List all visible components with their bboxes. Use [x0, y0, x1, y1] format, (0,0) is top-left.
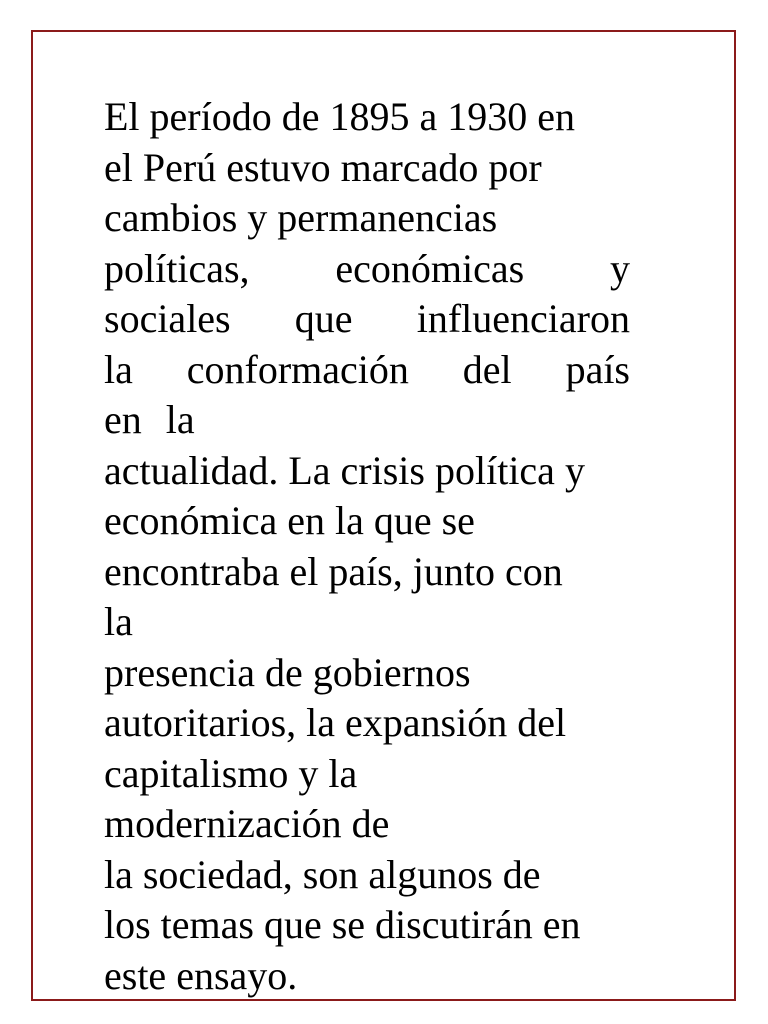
word: y	[610, 245, 630, 291]
word: conformación	[186, 346, 409, 392]
text-line: el Perú estuvo marcado por	[104, 144, 542, 190]
word: país	[565, 346, 630, 392]
text-line	[104, 294, 630, 345]
text-line: capitalismo y la	[104, 750, 358, 796]
text-line: los temas que se discutirán en	[104, 902, 581, 947]
text-line	[104, 244, 630, 295]
word: económicas	[335, 245, 525, 291]
word: influenciaron	[416, 296, 630, 341]
text-line: la	[104, 599, 133, 644]
text-line: presencia de gobiernos	[104, 649, 471, 695]
word: políticas,	[104, 245, 250, 291]
text-line: económica en la que se	[104, 498, 475, 543]
text-line: en la	[104, 397, 195, 442]
body-paragraph	[104, 92, 664, 1001]
text-line: cambios y permanencias	[104, 195, 498, 240]
text-line: encontraba el país, junto con	[104, 548, 563, 594]
text-line: actualidad. La crisis política y	[104, 447, 585, 493]
text-line: El período de 1895 a 1930 en	[104, 94, 575, 139]
word: del	[462, 346, 512, 392]
text-line: la sociedad, son algunos de	[104, 851, 541, 897]
text-line: modernización de	[104, 801, 390, 846]
word: que	[294, 296, 353, 341]
word: la	[104, 346, 133, 392]
text-line: autoritarios, la expansión del	[104, 700, 567, 745]
text-line	[104, 345, 630, 396]
text-line: este ensayo.	[104, 952, 298, 998]
word: sociales	[104, 296, 231, 341]
